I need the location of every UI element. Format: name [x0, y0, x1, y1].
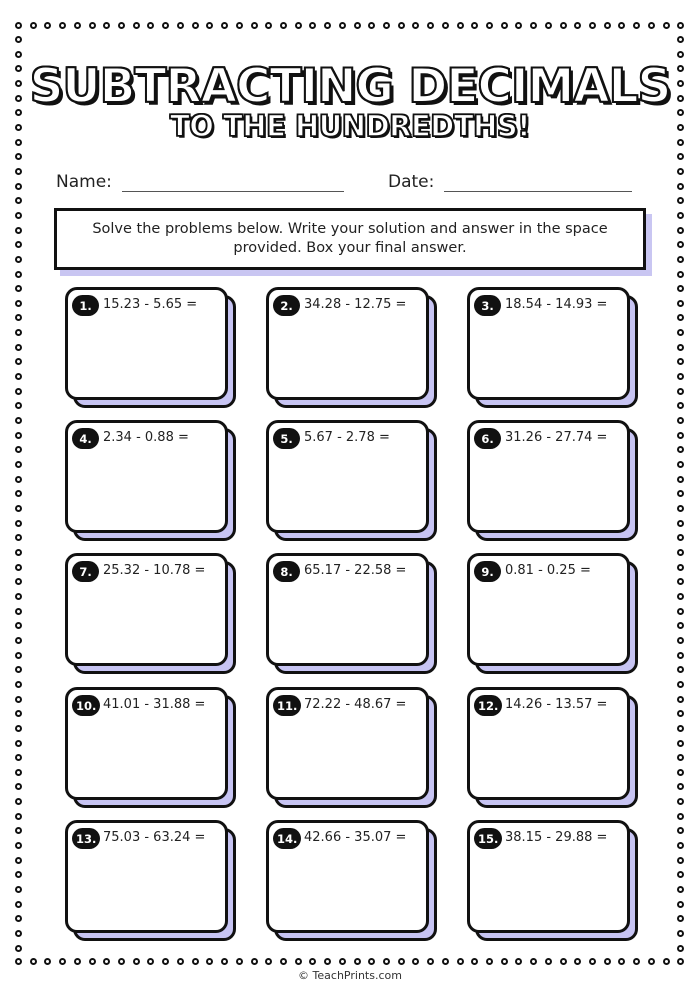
border-dot — [677, 358, 684, 365]
border-dot — [677, 915, 684, 922]
border-dot — [15, 227, 22, 234]
problem-expression: 18.54 - 14.93 = — [505, 297, 608, 312]
border-dot — [677, 373, 684, 380]
border-dot — [574, 22, 581, 29]
copyright-footer: © TeachPrints.com — [298, 969, 402, 982]
border-dot — [560, 22, 567, 29]
border-dot — [15, 300, 22, 307]
border-dot — [677, 36, 684, 43]
problem-number-badge: 10. — [72, 695, 100, 716]
border-dot — [15, 168, 22, 175]
problem-expression: 2.34 - 0.88 = — [103, 430, 189, 445]
problem-card — [65, 287, 237, 409]
border-dot — [15, 417, 22, 424]
border-dot — [15, 842, 22, 849]
border-dot — [15, 637, 22, 644]
border-dot — [15, 505, 22, 512]
border-dot — [677, 842, 684, 849]
border-dot — [74, 22, 81, 29]
border-dot — [677, 314, 684, 321]
border-dot — [15, 740, 22, 747]
border-dot — [324, 958, 331, 965]
answer-space[interactable] — [65, 287, 228, 400]
border-dot — [147, 22, 154, 29]
border-dot — [677, 344, 684, 351]
border-dot — [15, 388, 22, 395]
problem-card — [65, 687, 237, 809]
border-dot — [589, 22, 596, 29]
border-dot — [677, 608, 684, 615]
border-dot — [677, 227, 684, 234]
border-dot — [677, 549, 684, 556]
border-dot — [589, 958, 596, 965]
name-blank-line[interactable] — [122, 176, 344, 192]
border-dot — [15, 798, 22, 805]
answer-space[interactable] — [65, 687, 228, 800]
border-dot — [677, 534, 684, 541]
border-dot — [15, 314, 22, 321]
border-dot — [530, 958, 537, 965]
border-dot — [103, 958, 110, 965]
border-dot — [147, 958, 154, 965]
border-dot — [15, 564, 22, 571]
problem-card — [467, 553, 639, 675]
border-dot — [354, 958, 361, 965]
date-field — [388, 172, 632, 192]
border-dot — [677, 871, 684, 878]
border-dot — [59, 22, 66, 29]
border-dot — [280, 958, 287, 965]
problem-card — [65, 420, 237, 542]
border-dot — [663, 958, 670, 965]
border-dot — [515, 958, 522, 965]
problem-expression: 15.23 - 5.65 = — [103, 297, 198, 312]
border-dot — [15, 402, 22, 409]
border-dot — [295, 958, 302, 965]
problem-number-badge: 3. — [474, 295, 501, 316]
border-dot — [677, 153, 684, 160]
border-dot — [15, 622, 22, 629]
border-dot — [618, 958, 625, 965]
problem-number-badge: 11. — [273, 695, 301, 716]
border-dot — [251, 958, 258, 965]
border-dot — [677, 476, 684, 483]
border-dot — [677, 168, 684, 175]
border-dot — [530, 22, 537, 29]
border-dot — [15, 593, 22, 600]
problem-expression: 5.67 - 2.78 = — [304, 430, 390, 445]
answer-space[interactable] — [266, 287, 429, 400]
problem-expression: 41.01 - 31.88 = — [103, 697, 206, 712]
border-dot — [471, 958, 478, 965]
border-dot — [677, 22, 684, 29]
border-dot — [15, 36, 22, 43]
border-dot — [15, 945, 22, 952]
border-dot — [15, 373, 22, 380]
worksheet-subtitle: TO THE HUNDREDTHS! — [169, 109, 531, 143]
border-dot — [103, 22, 110, 29]
problem-number-badge: 9. — [474, 561, 501, 582]
worksheet-title: SUBTRACTING DECIMALS — [29, 59, 671, 114]
border-dot — [677, 681, 684, 688]
border-dot — [574, 958, 581, 965]
border-dot — [677, 901, 684, 908]
border-dot — [15, 432, 22, 439]
border-dot — [44, 958, 51, 965]
border-dot — [442, 958, 449, 965]
border-dot — [677, 197, 684, 204]
border-dot — [162, 958, 169, 965]
border-dot — [15, 886, 22, 893]
answer-space[interactable] — [65, 820, 228, 933]
border-dot — [15, 710, 22, 717]
border-dot — [677, 212, 684, 219]
answer-space[interactable] — [467, 553, 630, 666]
problem-card — [467, 420, 639, 542]
border-dot — [15, 153, 22, 160]
border-dot — [677, 402, 684, 409]
border-dot — [677, 666, 684, 673]
answer-space[interactable] — [266, 420, 429, 533]
border-dot — [192, 958, 199, 965]
problem-expression: 31.26 - 27.74 = — [505, 430, 608, 445]
border-dot — [324, 22, 331, 29]
problem-number-badge: 8. — [273, 561, 300, 582]
dotted-border-top — [15, 22, 685, 30]
date-label: Date: — [388, 172, 435, 192]
problem-expression: 0.81 - 0.25 = — [505, 563, 591, 578]
problem-number-badge: 2. — [273, 295, 300, 316]
border-dot — [677, 300, 684, 307]
problem-expression: 75.03 - 63.24 = — [103, 830, 206, 845]
problem-expression: 34.28 - 12.75 = — [304, 297, 407, 312]
border-dot — [192, 22, 199, 29]
border-dot — [677, 798, 684, 805]
problem-number-badge: 4. — [72, 428, 99, 449]
border-dot — [206, 22, 213, 29]
instructions-box — [54, 208, 646, 270]
border-dot — [236, 958, 243, 965]
border-dot — [74, 958, 81, 965]
border-dot — [648, 958, 655, 965]
border-dot — [15, 256, 22, 263]
answer-space[interactable] — [65, 420, 228, 533]
border-dot — [442, 22, 449, 29]
border-dot — [15, 813, 22, 820]
border-dot — [15, 329, 22, 336]
border-dot — [15, 666, 22, 673]
problem-expression: 65.17 - 22.58 = — [304, 563, 407, 578]
border-dot — [133, 958, 140, 965]
border-dot — [677, 432, 684, 439]
border-dot — [677, 520, 684, 527]
border-dot — [677, 622, 684, 629]
border-dot — [162, 22, 169, 29]
border-dot — [44, 22, 51, 29]
border-dot — [677, 696, 684, 703]
border-dot — [15, 827, 22, 834]
border-dot — [398, 958, 405, 965]
border-dot — [15, 958, 22, 965]
border-dot — [15, 197, 22, 204]
problem-card — [266, 420, 438, 542]
border-dot — [412, 22, 419, 29]
border-dot — [15, 285, 22, 292]
border-dot — [251, 22, 258, 29]
border-dot — [545, 958, 552, 965]
border-dot — [177, 22, 184, 29]
border-dot — [15, 183, 22, 190]
border-dot — [15, 608, 22, 615]
answer-space[interactable] — [65, 553, 228, 666]
border-dot — [677, 813, 684, 820]
border-dot — [633, 958, 640, 965]
border-dot — [677, 388, 684, 395]
border-dot — [15, 476, 22, 483]
border-dot — [15, 358, 22, 365]
border-dot — [15, 696, 22, 703]
border-dot — [486, 958, 493, 965]
border-dot — [59, 958, 66, 965]
problem-number-badge: 12. — [474, 695, 502, 716]
answer-space[interactable] — [266, 687, 429, 800]
border-dot — [15, 578, 22, 585]
problem-number-badge: 14. — [273, 828, 301, 849]
border-dot — [15, 901, 22, 908]
border-dot — [457, 22, 464, 29]
border-dot — [15, 22, 22, 29]
answer-space[interactable] — [266, 820, 429, 933]
problem-card — [65, 553, 237, 675]
border-dot — [677, 461, 684, 468]
border-dot — [560, 958, 567, 965]
border-dot — [15, 51, 22, 58]
border-dot — [486, 22, 493, 29]
answer-space[interactable] — [467, 687, 630, 800]
border-dot — [677, 783, 684, 790]
border-dot — [677, 652, 684, 659]
border-dot — [648, 22, 655, 29]
border-dot — [309, 22, 316, 29]
border-dot — [515, 22, 522, 29]
dotted-border-bottom — [15, 958, 685, 966]
border-dot — [236, 22, 243, 29]
border-dot — [501, 958, 508, 965]
border-dot — [339, 958, 346, 965]
border-dot — [677, 51, 684, 58]
border-dot — [677, 740, 684, 747]
border-dot — [677, 329, 684, 336]
problem-card — [266, 553, 438, 675]
border-dot — [265, 958, 272, 965]
border-dot — [677, 285, 684, 292]
problem-expression: 38.15 - 29.88 = — [505, 830, 608, 845]
answer-space[interactable] — [467, 420, 630, 533]
problem-card — [467, 687, 639, 809]
border-dot — [206, 958, 213, 965]
problem-number-badge: 6. — [474, 428, 501, 449]
border-dot — [15, 915, 22, 922]
border-dot — [383, 958, 390, 965]
problem-card — [467, 287, 639, 409]
border-dot — [309, 958, 316, 965]
border-dot — [677, 446, 684, 453]
border-dot — [15, 446, 22, 453]
border-dot — [677, 930, 684, 937]
border-dot — [15, 930, 22, 937]
border-dot — [354, 22, 361, 29]
border-dot — [457, 958, 464, 965]
border-dot — [339, 22, 346, 29]
border-dot — [677, 271, 684, 278]
border-dot — [604, 22, 611, 29]
problem-number-badge: 13. — [72, 828, 100, 849]
instructions-text: Solve the problems below. Write your solution and answer in the space provided. Box your final answer. — [54, 208, 646, 270]
border-dot — [221, 22, 228, 29]
border-dot — [15, 461, 22, 468]
border-dot — [677, 769, 684, 776]
problem-expression: 72.22 - 48.67 = — [304, 697, 407, 712]
border-dot — [15, 271, 22, 278]
border-dot — [677, 256, 684, 263]
border-dot — [383, 22, 390, 29]
border-dot — [15, 241, 22, 248]
border-dot — [677, 578, 684, 585]
border-dot — [545, 22, 552, 29]
border-dot — [677, 725, 684, 732]
border-dot — [677, 827, 684, 834]
border-dot — [677, 857, 684, 864]
border-dot — [177, 958, 184, 965]
border-dot — [30, 958, 37, 965]
border-dot — [15, 534, 22, 541]
problem-expression: 14.26 - 13.57 = — [505, 697, 608, 712]
problem-card — [467, 820, 639, 942]
answer-space[interactable] — [467, 287, 630, 400]
border-dot — [15, 520, 22, 527]
border-dot — [30, 22, 37, 29]
problem-number-badge: 15. — [474, 828, 502, 849]
border-dot — [677, 958, 684, 965]
border-dot — [280, 22, 287, 29]
problem-number-badge: 5. — [273, 428, 300, 449]
border-dot — [15, 857, 22, 864]
border-dot — [221, 958, 228, 965]
border-dot — [677, 945, 684, 952]
border-dot — [89, 22, 96, 29]
border-dot — [677, 183, 684, 190]
border-dot — [265, 22, 272, 29]
border-dot — [412, 958, 419, 965]
problem-expression: 25.32 - 10.78 = — [103, 563, 206, 578]
border-dot — [15, 549, 22, 556]
border-dot — [677, 710, 684, 717]
border-dot — [677, 505, 684, 512]
border-dot — [471, 22, 478, 29]
border-dot — [89, 958, 96, 965]
border-dot — [677, 564, 684, 571]
border-dot — [618, 22, 625, 29]
border-dot — [295, 22, 302, 29]
border-dot — [677, 593, 684, 600]
border-dot — [677, 754, 684, 761]
border-dot — [15, 783, 22, 790]
name-field — [56, 172, 344, 192]
border-dot — [15, 681, 22, 688]
border-dot — [118, 22, 125, 29]
problem-number-badge: 1. — [72, 295, 99, 316]
border-dot — [604, 958, 611, 965]
border-dot — [15, 769, 22, 776]
border-dot — [15, 344, 22, 351]
border-dot — [15, 871, 22, 878]
problem-number-badge: 7. — [72, 561, 99, 582]
border-dot — [633, 22, 640, 29]
dotted-border-right — [677, 36, 685, 952]
border-dot — [398, 22, 405, 29]
problem-card — [266, 820, 438, 942]
problem-card — [266, 687, 438, 809]
border-dot — [118, 958, 125, 965]
border-dot — [677, 417, 684, 424]
border-dot — [15, 490, 22, 497]
border-dot — [501, 22, 508, 29]
border-dot — [368, 958, 375, 965]
answer-space[interactable] — [266, 553, 429, 666]
border-dot — [677, 637, 684, 644]
date-blank-line[interactable] — [444, 176, 632, 192]
border-dot — [677, 490, 684, 497]
problem-card — [266, 287, 438, 409]
border-dot — [15, 212, 22, 219]
dotted-border-left — [15, 36, 23, 952]
border-dot — [368, 22, 375, 29]
border-dot — [677, 886, 684, 893]
border-dot — [427, 958, 434, 965]
border-dot — [15, 754, 22, 761]
border-dot — [427, 22, 434, 29]
border-dot — [133, 22, 140, 29]
name-label: Name: — [56, 172, 112, 192]
problem-expression: 42.66 - 35.07 = — [304, 830, 407, 845]
border-dot — [15, 725, 22, 732]
border-dot — [663, 22, 670, 29]
border-dot — [677, 241, 684, 248]
border-dot — [15, 652, 22, 659]
answer-space[interactable] — [467, 820, 630, 933]
problem-card — [65, 820, 237, 942]
